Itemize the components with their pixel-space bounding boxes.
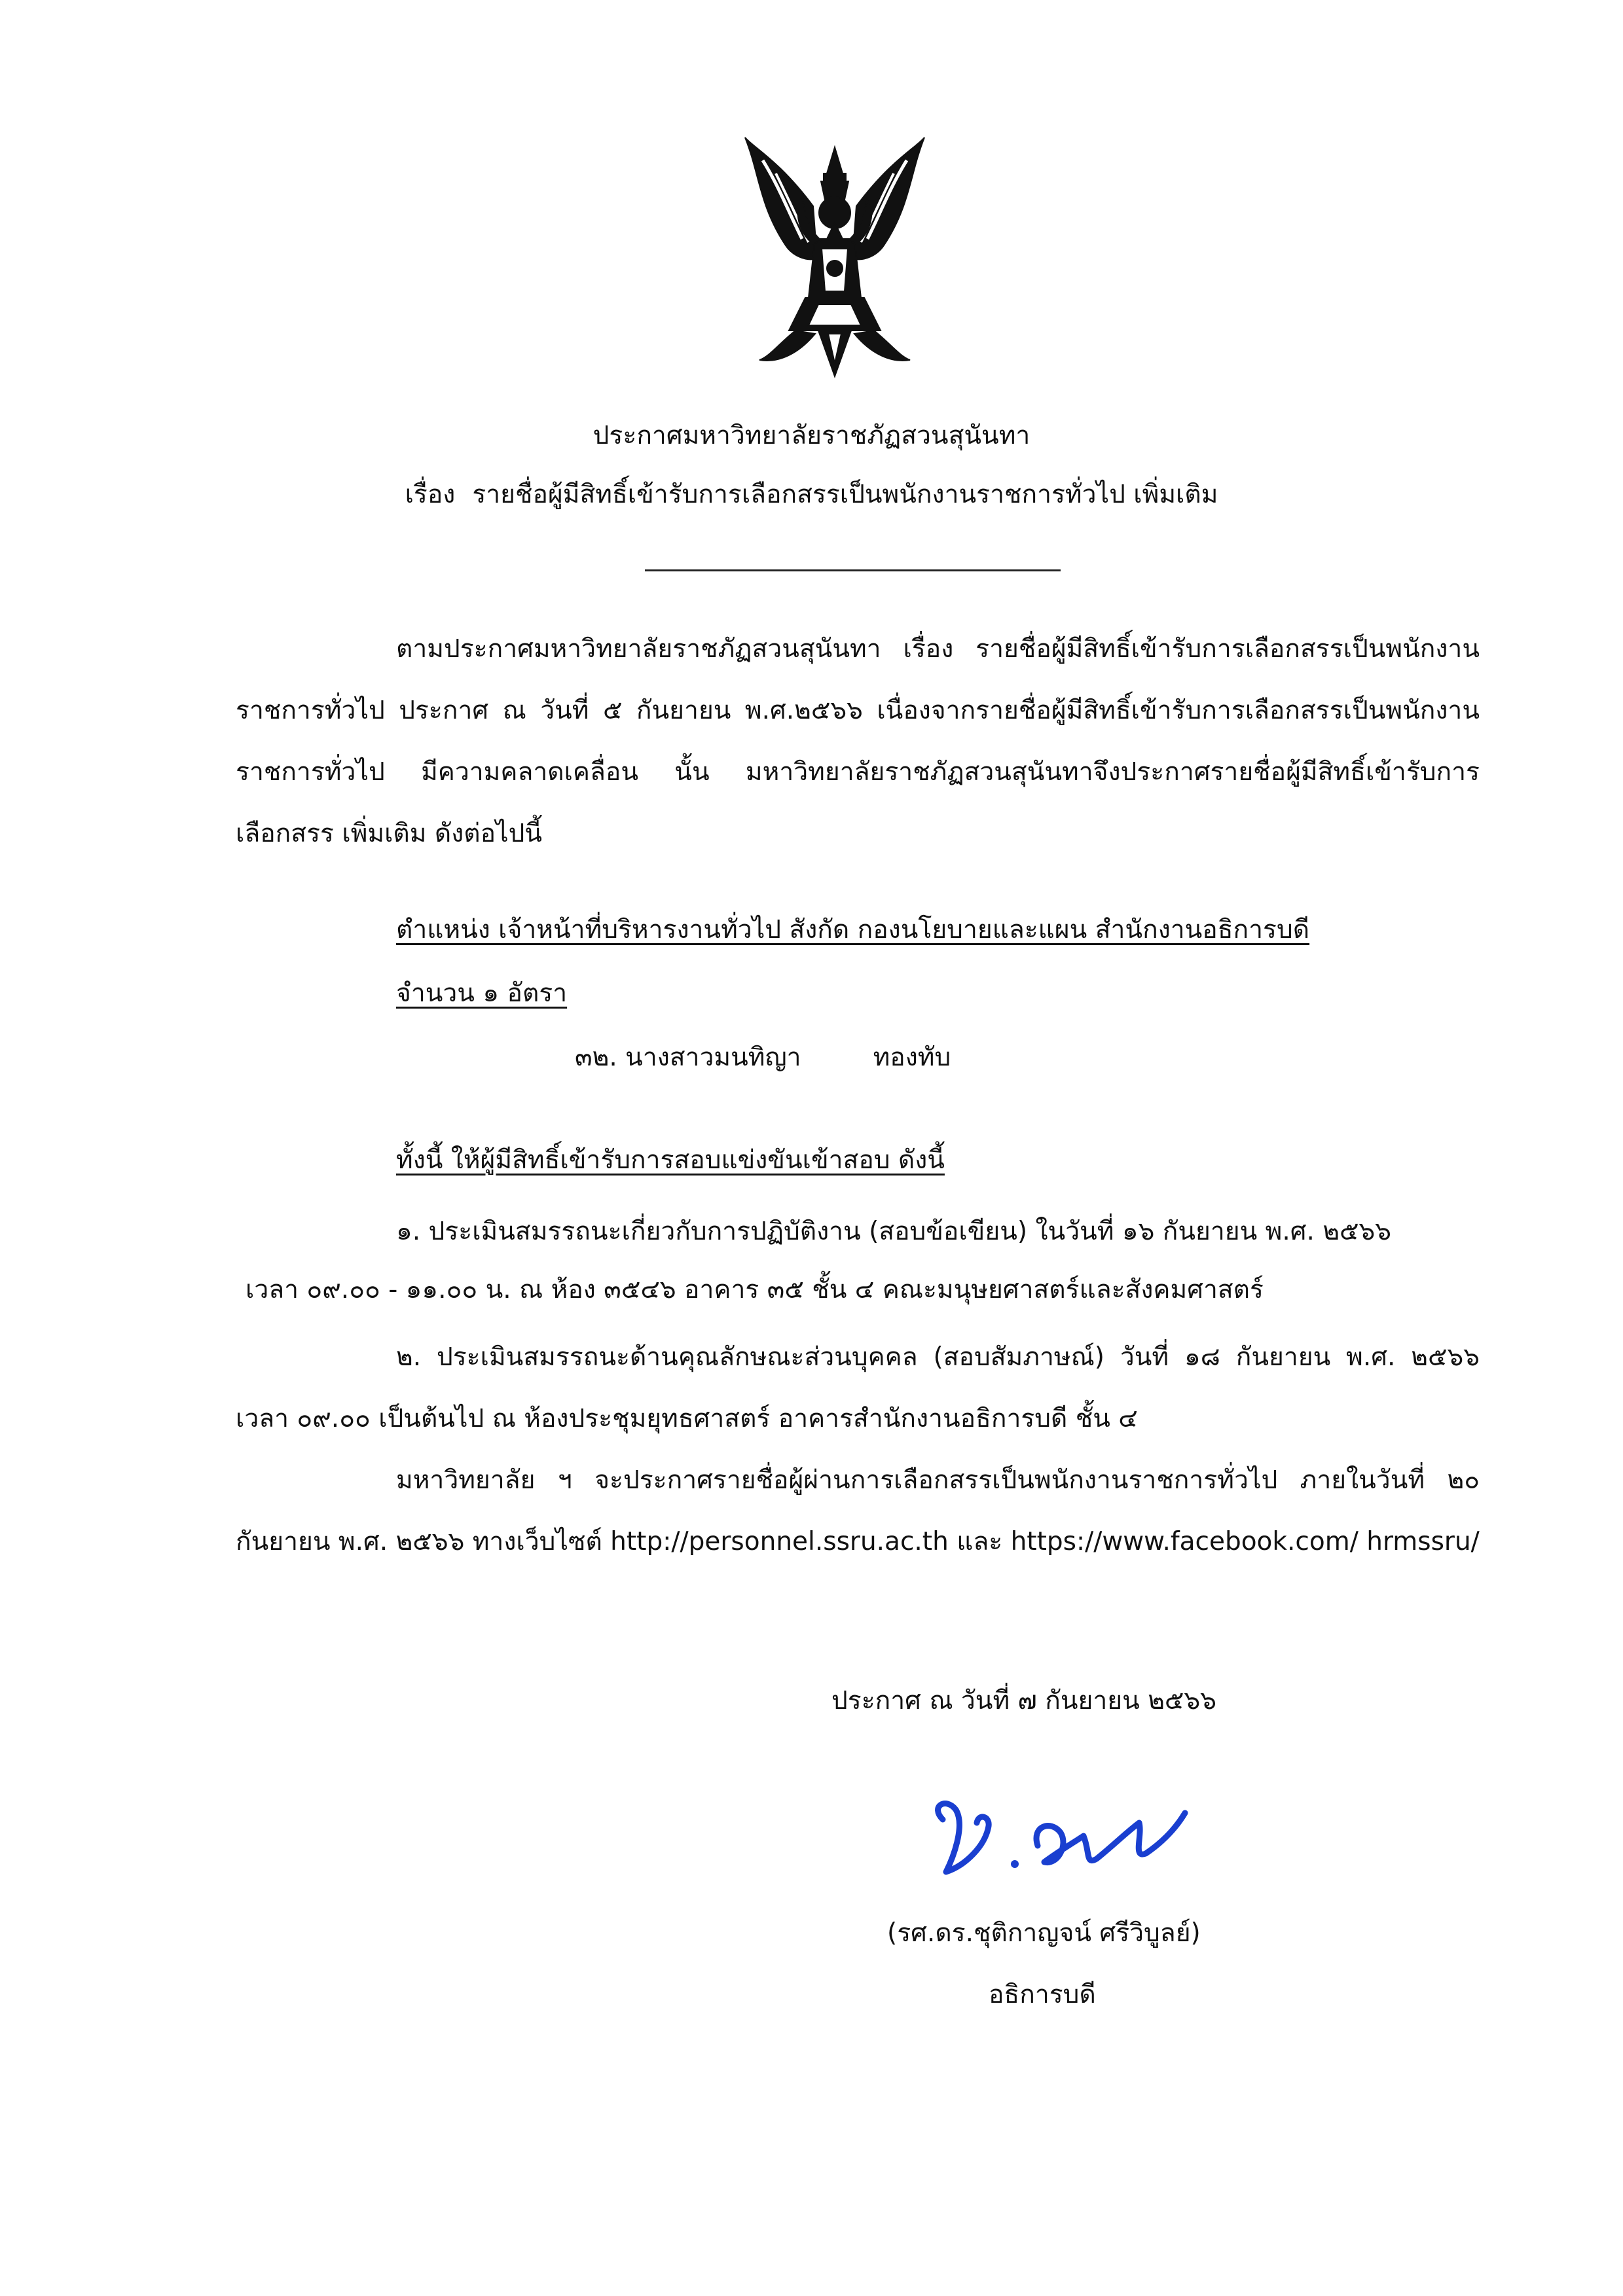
announcement-subject-line bbox=[0, 478, 1623, 512]
candidate-entry bbox=[575, 1041, 951, 1075]
signer-title: อธิการบดี bbox=[989, 1980, 1096, 2009]
exam-notice-heading: ทั้งนี้ ให้ผู้มีสิทธิ์เข้ารับการสอบแข่งขันเข้าสอบ ดังนี้ bbox=[396, 1145, 945, 1175]
candidate-surname: ทองทับ bbox=[873, 1043, 951, 1072]
garuda-emblem-icon bbox=[740, 134, 930, 383]
title-divider bbox=[645, 569, 1061, 571]
signer-name: (รศ.ดร.ชุติกาญจน์ ศรีวิบูลย์) bbox=[887, 1918, 1201, 1948]
announcement-date: ประกาศ ณ วันที่ ๗ กันยายน ๒๕๖๖ bbox=[831, 1686, 1216, 1715]
position-heading: ตำแหน่ง เจ้าหน้าที่บริหารงานทั่วไป สังกัด กองนโยบายและแผน สำนักงานอธิการบดี bbox=[396, 915, 1310, 944]
announcement-title: ประกาศมหาวิทยาลัยราชภัฏสวนสุนันทา bbox=[593, 421, 1030, 450]
exam-item-1-continuation: เวลา ๐๙.๐๐ - ๑๑.๐๐ น. ณ ห้อง ๓๕๔๖ อาคาร ๓๕ ชั้น ๔ คณะมนุษยศาสตร์และสังคมศาสตร์ bbox=[246, 1275, 1264, 1304]
results-announcement-paragraph: มหาวิทยาลัย ฯ จะประกาศรายชื่อผู้ผ่านการเลือกสรรเป็นพนักงานราชการทั่วไป ภายในวันที่ ๒๐ กันยายน พ.ศ. ๒๕๖๖ ทางเว็บไซต์ http://personnel.ssru.ac.th และ https://www.facebook.com/ hrmssru/ bbox=[236, 1465, 1480, 1556]
vacancy-count: จำนวน ๑ อัตรา bbox=[396, 978, 568, 1008]
exam-item-2: ๒. ประเมินสมรรถนะด้านคุณลักษณะส่วนบุคคล (สอบสัมภาษณ์) วันที่ ๑๘ กันยายน พ.ศ. ๒๕๖๖ เวลา ๐๙.๐๐ เป็นต้นไป ณ ห้องประชุมยุทธศาสตร์ อาคารสำนักงานอธิการบดี ชั้น ๔ bbox=[236, 1342, 1480, 1433]
subject-text: รายชื่อผู้มีสิทธิ์เข้ารับการเลือกสรรเป็นพนักงานราชการทั่วไป เพิ่มเติม bbox=[472, 480, 1218, 509]
intro-paragraph: ตามประกาศมหาวิทยาลัยราชภัฏสวนสุนันทา เรื่อง รายชื่อผู้มีสิทธิ์เข้ารับการเลือกสรรเป็นพนักงานราชการทั่วไป ประกาศ ณ วันที่ ๕ กันยายน พ.ศ.๒๕๖๖ เนื่องจากรายชื่อผู้มีสิทธิ์เข้ารับการเลือกสรรเป็นพนักงานราชการทั่วไป มีความคลาดเคลื่อน นั้น มหาวิทยาลัยราชภัฏสวนสุนันทาจึงประกาศรายชื่อผู้มีสิทธิ์เข้ารับการเลือกสรร เพิ่มเติม ดังต่อไปนี้ bbox=[236, 634, 1480, 848]
candidate-name: ๓๒. นางสาวมนทิญา bbox=[575, 1043, 801, 1072]
exam-item-1: ๑. ประเมินสมรรถนะเกี่ยวกับการปฏิบัติงาน (สอบข้อเขียน) ในวันที่ ๑๖ กันยายน พ.ศ. ๒๕๖๖ bbox=[396, 1217, 1392, 1246]
subject-prefix: เรื่อง bbox=[405, 480, 456, 509]
handwritten-signature bbox=[917, 1780, 1192, 1905]
